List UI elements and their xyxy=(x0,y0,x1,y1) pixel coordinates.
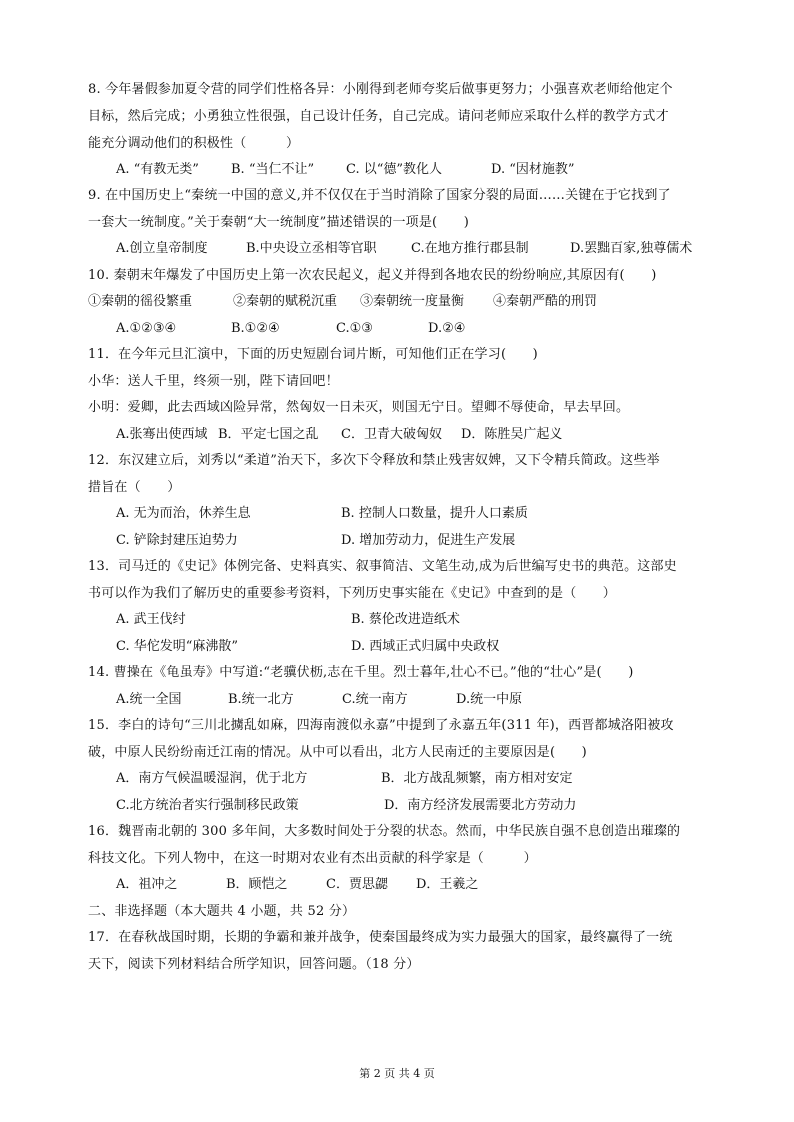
q16-stem-line-2: 科技文化。下列人物中，在这一时期对农业有杰出贡献的科学家是（ ） xyxy=(88,851,537,866)
q15-options-row-1 xyxy=(116,769,736,789)
q12-option-b: B. 控制人口数量，提升人口素质 xyxy=(341,506,528,521)
q15-option-c: C.北方统治者实行强制移民政策 xyxy=(116,798,299,813)
q10-option-a: A.①②③④ xyxy=(116,321,177,336)
q8-options xyxy=(116,160,736,180)
q10-item-1: ①秦朝的徭役繁重 xyxy=(88,294,193,309)
q9-stem-line-2: 一套大一统制度。”关于秦朝“大一统制度”描述错误的一项是( ) xyxy=(88,215,469,230)
q15-options-row-2 xyxy=(116,796,736,816)
q14-option-b: B.统一北方 xyxy=(228,692,294,707)
q13-stem-line-2: 书可以作为我们了解历史的重要参考资料，下列历史事实能在《史记》中查到的是（ ） xyxy=(88,586,617,601)
q10-stem: 10. 秦朝末年爆发了中国历史上第一次农民起义，起义并得到各地农民的纷纷响应,其原因有( ) xyxy=(88,268,657,283)
q13-options-row-2 xyxy=(116,637,736,657)
q12-option-d: D. 增加劳动力，促进生产发展 xyxy=(341,533,516,548)
q16-option-a: A．祖冲之 xyxy=(116,877,178,892)
q14-option-c: C.统一南方 xyxy=(342,692,408,707)
q17-stem-line-2: 天下，阅读下列材料结合所学知识，回答问题。（18 分） xyxy=(88,957,420,972)
q16-option-d: D．王羲之 xyxy=(416,877,479,892)
q13-stem-line-1: 13．司马迁的《史记》体例完备、史料真实、叙事简洁、文笔生动,成为后世编写史书的典范。这部史 xyxy=(88,559,677,574)
q12-options-row-2 xyxy=(116,531,736,551)
q11-dialogue-1: 小华：送人千里，终须一别，陛下请回吧！ xyxy=(88,374,339,389)
q17-stem-line-1: 17．在春秋战国时期，长期的争霸和兼并战争，使秦国最终成为实力最强大的国家，最终赢得了一统 xyxy=(88,930,673,945)
q15-option-d: D．南方经济发展需要北方劳动力 xyxy=(384,798,577,813)
q11-option-b: B．平定七国之乱 xyxy=(218,427,319,442)
q15-option-a: A．南方气候温暖湿润，优于北方 xyxy=(116,771,308,786)
q10-option-d: D.②④ xyxy=(428,321,466,336)
q11-options xyxy=(116,425,736,445)
q10-items xyxy=(88,292,708,312)
q13-option-c: C. 华佗发明“麻沸散” xyxy=(116,639,239,654)
q12-options-row-1 xyxy=(116,504,736,524)
q9-stem-line-1: 9. 在中国历史上“秦统一中国的意义,并不仅仅在于当时消除了国家分裂的局面……关键在于它找到了 xyxy=(88,188,671,203)
q10-options xyxy=(116,319,736,339)
q11-dialogue-2: 小明：爱卿，此去西域凶险异常，然匈奴一日未灭，则国无宁日。望卿不辱使命，早去早回。 xyxy=(88,400,630,415)
q8-stem-line-1: 8. 今年暑假参加夏令营的同学们性格各异：小刚得到老师夸奖后做事更努力；小强喜欢老师给他定个 xyxy=(88,82,673,97)
q12-option-c: C. 铲除封建压迫势力 xyxy=(116,533,238,548)
section-2-title: 二、非选择题（本大题共 4 小题，共 52 分） xyxy=(88,904,356,919)
q13-option-a: A. 武王伐纣 xyxy=(116,612,186,627)
q10-option-c: C.①③ xyxy=(336,321,373,336)
q9-option-c: C.在地方推行郡县制 xyxy=(411,241,529,256)
q9-options xyxy=(116,239,736,259)
q11-option-c: C．卫青大破匈奴 xyxy=(341,427,442,442)
q14-option-a: A.统一全国 xyxy=(116,692,182,707)
q15-option-b: B．北方战乱频繁，南方相对安定 xyxy=(381,771,573,786)
q11-stem: 11．在今年元旦汇演中，下面的历史短剧台词片断，可知他们正在学习( ) xyxy=(88,347,538,362)
q13-option-d: D. 西域正式归属中央政权 xyxy=(351,639,500,654)
q12-stem-line-2: 措旨在（ ） xyxy=(88,480,181,495)
q14-option-d: D.统一中原 xyxy=(456,692,523,707)
q11-option-a: A.张骞出使西域 xyxy=(116,427,208,442)
q13-option-b: B. 蔡伦改进造纸术 xyxy=(351,612,460,627)
q16-options xyxy=(116,875,736,895)
q9-option-b: B.中央设立丞相等官职 xyxy=(246,241,377,256)
q16-stem-line-1: 16．魏晋南北朝的 300 多年间，大多数时间处于分裂的状态。然而，中华民族自强不息创造出璀璨的 xyxy=(88,824,681,839)
q8-stem-line-2: 目标，然后完成；小勇独立性很强，自己设计任务，自己完成。请问老师应采取什么样的教学方式才 xyxy=(88,109,669,124)
q13-options-row-1 xyxy=(116,610,736,630)
q10-option-b: B.①②④ xyxy=(231,321,280,336)
q8-option-b: B. “当仁不让” xyxy=(231,162,315,177)
q10-item-3: ③秦朝统一度量衡 xyxy=(360,294,465,309)
q15-stem-line-1: 15．李白的诗句“三川北擄乱如麻，四海南渡似永嘉”中提到了永嘉五年(311 年)，西晋都城洛阳被攻 xyxy=(88,718,674,733)
q14-options xyxy=(116,690,736,710)
q8-option-d: D. “因材施教” xyxy=(491,162,575,177)
q9-option-d: D.罢黜百家,独尊儒术 xyxy=(570,241,693,256)
q9-option-a: A.创立皇帝制度 xyxy=(116,241,208,256)
q12-stem-line-1: 12．东汉建立后，刘秀以“柔道”治天下，多次下令释放和禁止残害奴婢，又下令精兵简政。这些举 xyxy=(88,453,660,468)
q8-stem-line-3: 能充分调动他们的积极性（ ） xyxy=(88,136,300,151)
q14-stem: 14. 曹操在《龟虽寿》中写道:“老骥伏枥,志在千里。烈士暮年,壮心不已。”他的“壮心”是( ) xyxy=(88,665,634,680)
q12-option-a: A. 无为而治，休养生息 xyxy=(116,506,251,521)
q8-option-a: A. “有教无类” xyxy=(116,162,199,177)
q10-item-4: ④秦朝严酷的刑罚 xyxy=(493,294,598,309)
q8-option-c: C. 以“德”教化人 xyxy=(346,162,443,177)
q10-item-2: ②秦朝的赋税沉重 xyxy=(233,294,338,309)
q11-option-d: D．陈胜吴广起义 xyxy=(461,427,563,442)
q16-option-c: C．贾思勰 xyxy=(326,877,388,892)
q15-stem-line-2: 破，中原人民纷纷南迁江南的情况。从中可以看出，北方人民南迁的主要原因是( ) xyxy=(88,745,587,760)
page-number: 第 2 页 共 4 页 xyxy=(359,1067,435,1080)
q16-option-b: B．顾恺之 xyxy=(226,877,288,892)
